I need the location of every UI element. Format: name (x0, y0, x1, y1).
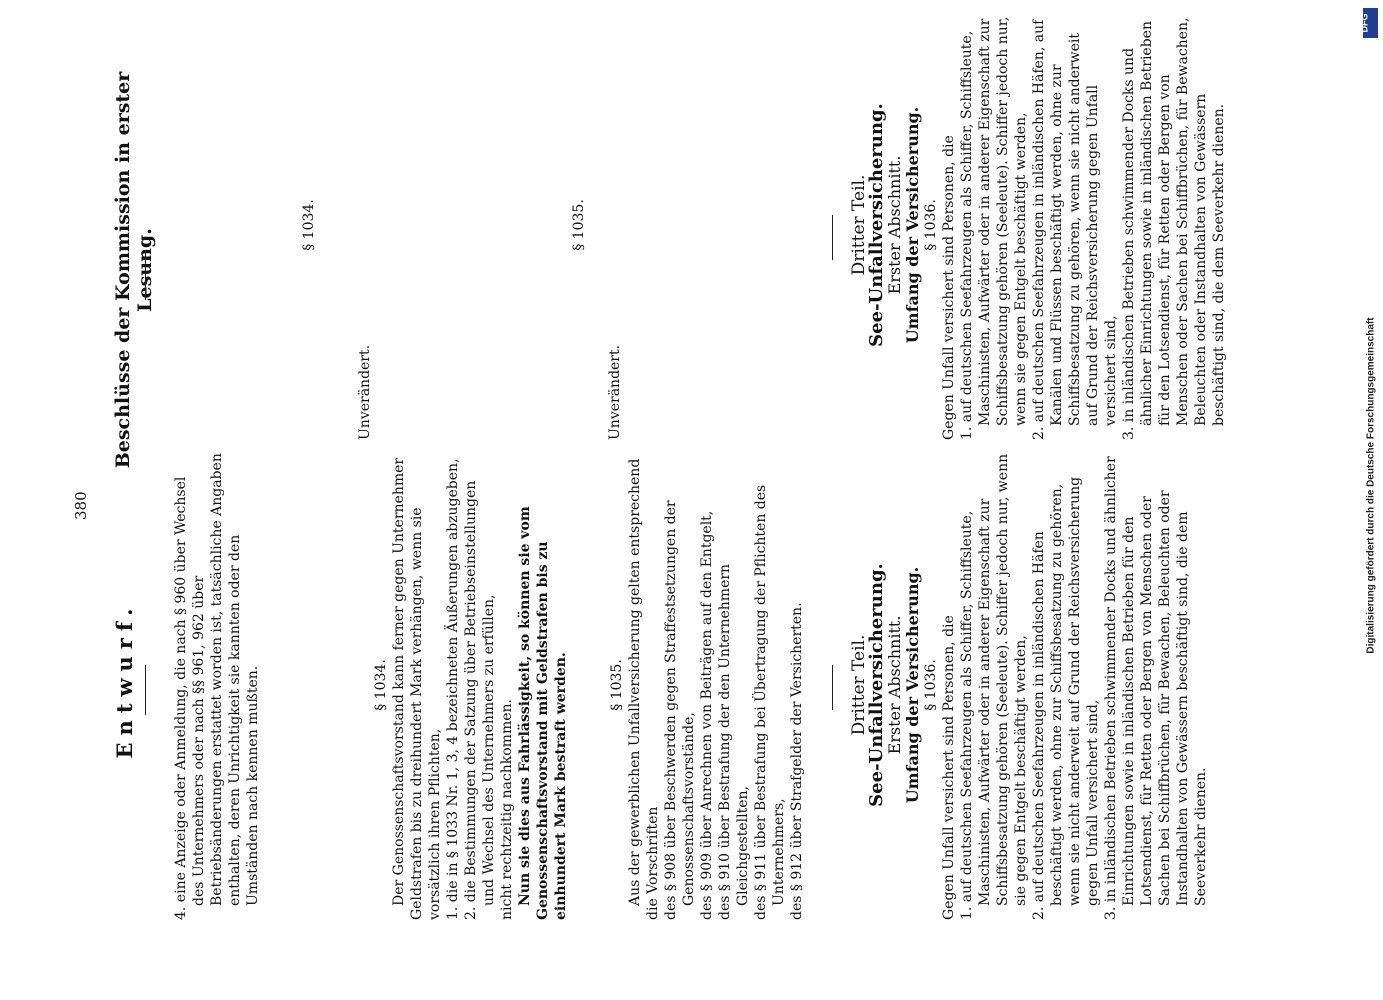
left-section-subtitle: Umfang der Versicherung. (903, 566, 922, 804)
header-rule-right (145, 250, 146, 300)
left-item-4: 4. eine Anzeige oder Anmeldung, die nach § 960 über Wechsel des Unternehmers oder nach §§ 961, 962 über Betriebsänderungen erstattet worden ist, tatsächliche Angaben enthalten, deren Unrichtigkeit sie kannten oder den Umständen nach kennen mußten. (173, 453, 261, 920)
left-1035-line: des § 908 über Beschwerden gegen Straffestsetzungen der Genossenschaftsvorstände, (663, 500, 697, 920)
left-1034-extra: Nun sie dies aus Fahrlässigkeit, so können sie vom Genossenschaftsvorstand mit Geldstrafen bis zu einhundert Mark bestraft werden. (517, 506, 569, 920)
left-1035-intro: Aus der gewerblichen Unfallversicherung gelten entsprechend die Vorschriften (627, 458, 661, 920)
left-1034-title: § 1034. (373, 659, 389, 711)
right-1036-item: 3. in inländischen Betrieben schwimmender Docks und ähnlicher Einrichtungen sowie in inländischen Betrieben für den Lotsendienst, für Retten oder Bergen von Menschen oder Sachen bei Schiffbrüchen, für Bewachen, Beleuchten oder Instandhalten von Gewässern beschäftigt sind, die dem Seeverkehr dienen. (1121, 17, 1227, 440)
right-1035-text: Unverändert. (607, 344, 623, 440)
right-1035-text-wrap (606, 10, 624, 440)
header-left: Entwurf. (112, 601, 137, 759)
left-section-title: Erster Abschnitt. (885, 615, 904, 755)
page-number: 380 (72, 491, 90, 520)
right-1034-text-wrap (356, 10, 374, 440)
left-1034-item2: 2. die Bestimmungen der Satzung über Betriebseinstellungen und Wechsel des Unternehmers zu erfüllen, (463, 480, 497, 920)
left-1035-line: des § 909 über Anrechnen von Beiträgen auf den Entgelt, (699, 510, 715, 920)
left-1035-line: des § 910 über Bestrafung der den Unternehmern Gleichgestellten, (717, 563, 751, 920)
right-1034-text: Unverändert. (357, 344, 373, 440)
right-1034-title: § 1034. (301, 199, 317, 251)
left-1035-line: des § 912 über Strafgelder der Versicherten. (789, 602, 805, 920)
left-part-see (850, 450, 1210, 920)
left-1036-intro: Gegen Unfall versichert sind Personen, die (941, 615, 957, 920)
right-section-title: Erster Abschnitt. (885, 155, 904, 295)
right-section-1035 (570, 10, 588, 440)
right-1036-title: § 1036. (923, 199, 939, 251)
right-1036-item: 1. auf deutschen Seefahrzeugen als Schiffer, Schiffsleute, Maschinisten, Aufwärter oder in anderer Eigenschaft zur Schiffsbesatzung gehören (Seeleute). Schiffer jedoch nur, wenn sie gegen Entgelt beschäftigt werden, (959, 16, 1029, 440)
right-part-subtitle: See-Unfallversicherung. (866, 103, 887, 347)
left-part-title: Dritter Teil. (849, 634, 869, 736)
right-1036-item: 2. auf deutschen Seefahrzeugen in inländischen Häfen, auf Kanälen und Flüssen beschäftigt werden, ohne zur Schiffsbesatzung zu gehören, wenn sie nicht anderweit auf Grund der Reichsversicherung gegen Unfall versichert sind, (1031, 19, 1119, 440)
digitization-credit-strip (1361, 0, 1381, 1000)
left-1034-intro: Der Genossenschaftsvorstand kann ferner gegen Unternehmer Geldstrafen bis zu dreihundert Mark verhängen, wenn sie vorsätzlich ihren Pflichten, (391, 457, 443, 920)
left-1034-tail: nicht rechtzeitig nachkommen. (499, 699, 515, 920)
left-part-subtitle: See-Unfallversicherung. (866, 563, 887, 807)
left-part-rule (832, 665, 833, 710)
header-right: Beschlüsse der Kommission in erster Lesung. (112, 71, 156, 469)
left-1036-item: 2. auf deutschen Seefahrzeugen in inländischen Häfen beschäftigt werden, ohne zur Schiffsbesatzung zu gehören, wenn sie nicht anderweit auf Grund der Reichsversicherung gegen Unfall versichert sind, (1031, 476, 1101, 920)
right-section-subtitle: Umfang der Versicherung. (903, 106, 922, 344)
left-section-1034 (372, 450, 570, 920)
right-section-1034 (300, 10, 318, 440)
header-rule-left (145, 665, 146, 715)
left-1036-title: § 1036. (923, 659, 939, 711)
right-part-see (850, 10, 1228, 440)
dfg-logo (1359, 8, 1378, 38)
right-1035-title: § 1035. (571, 199, 587, 251)
digitization-credit: Digitalisierung gefördert durch die Deutsche Forschungsgemeinschaft (1365, 317, 1377, 654)
left-1036-item: 3. in inländischen Betrieben schwimmender Docks und ähnlicher Einrichtungen sowie in inländischen Betrieben für den Lotsendienst, für Retten oder Bergen von Menschen oder Sachen bei Schiffbrüchen, für Bewachen, Beleuchten oder Instandhalten von Gewässern beschäftigt sind, die dem Seeverkehr dienen. (1103, 456, 1209, 920)
left-1036-item: 1. auf deutschen Seefahrzeugen als Schiffer, Schiffsleute, Maschinisten, Aufwärter oder in anderer Eigenschaft zur Schiffsbesatzung gehören (Seeleute). Schiffer jedoch nur, wenn sie gegen Entgelt beschäftigt werden, (959, 453, 1029, 920)
left-1034-item1: 1. die in § 1033 Nr. 1, 3, 4 bezeichneten Äußerungen abzugeben, (445, 458, 461, 920)
left-1035-title: § 1035. (609, 659, 625, 711)
left-section-1035 (608, 450, 806, 920)
dfg-logo-text: DFG (1359, 13, 1370, 33)
right-part-title: Dritter Teil. (849, 174, 869, 276)
right-part-rule (832, 215, 833, 260)
left-1035-line: des § 911 über Bestrafung bei Übertragung der Pflichten des Unternehmers, (753, 484, 787, 920)
right-1036-intro: Gegen Unfall versichert sind Personen, die (941, 135, 957, 440)
